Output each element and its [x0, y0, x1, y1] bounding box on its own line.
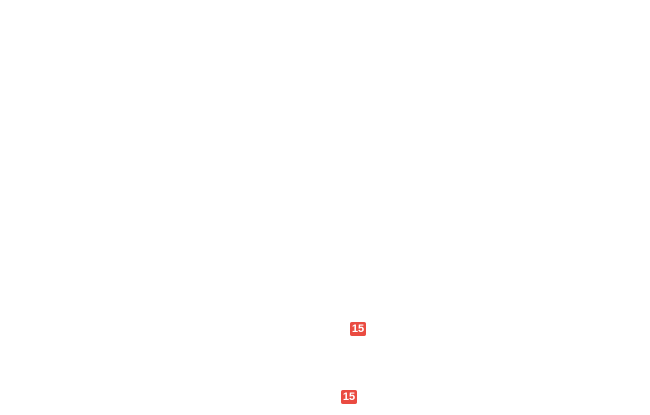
count-badge-upper-label: 15 — [351, 322, 365, 335]
count-badge-lower[interactable] — [341, 390, 357, 404]
count-badge-upper[interactable] — [350, 322, 366, 336]
count-badge-lower-label: 15 — [342, 390, 356, 403]
